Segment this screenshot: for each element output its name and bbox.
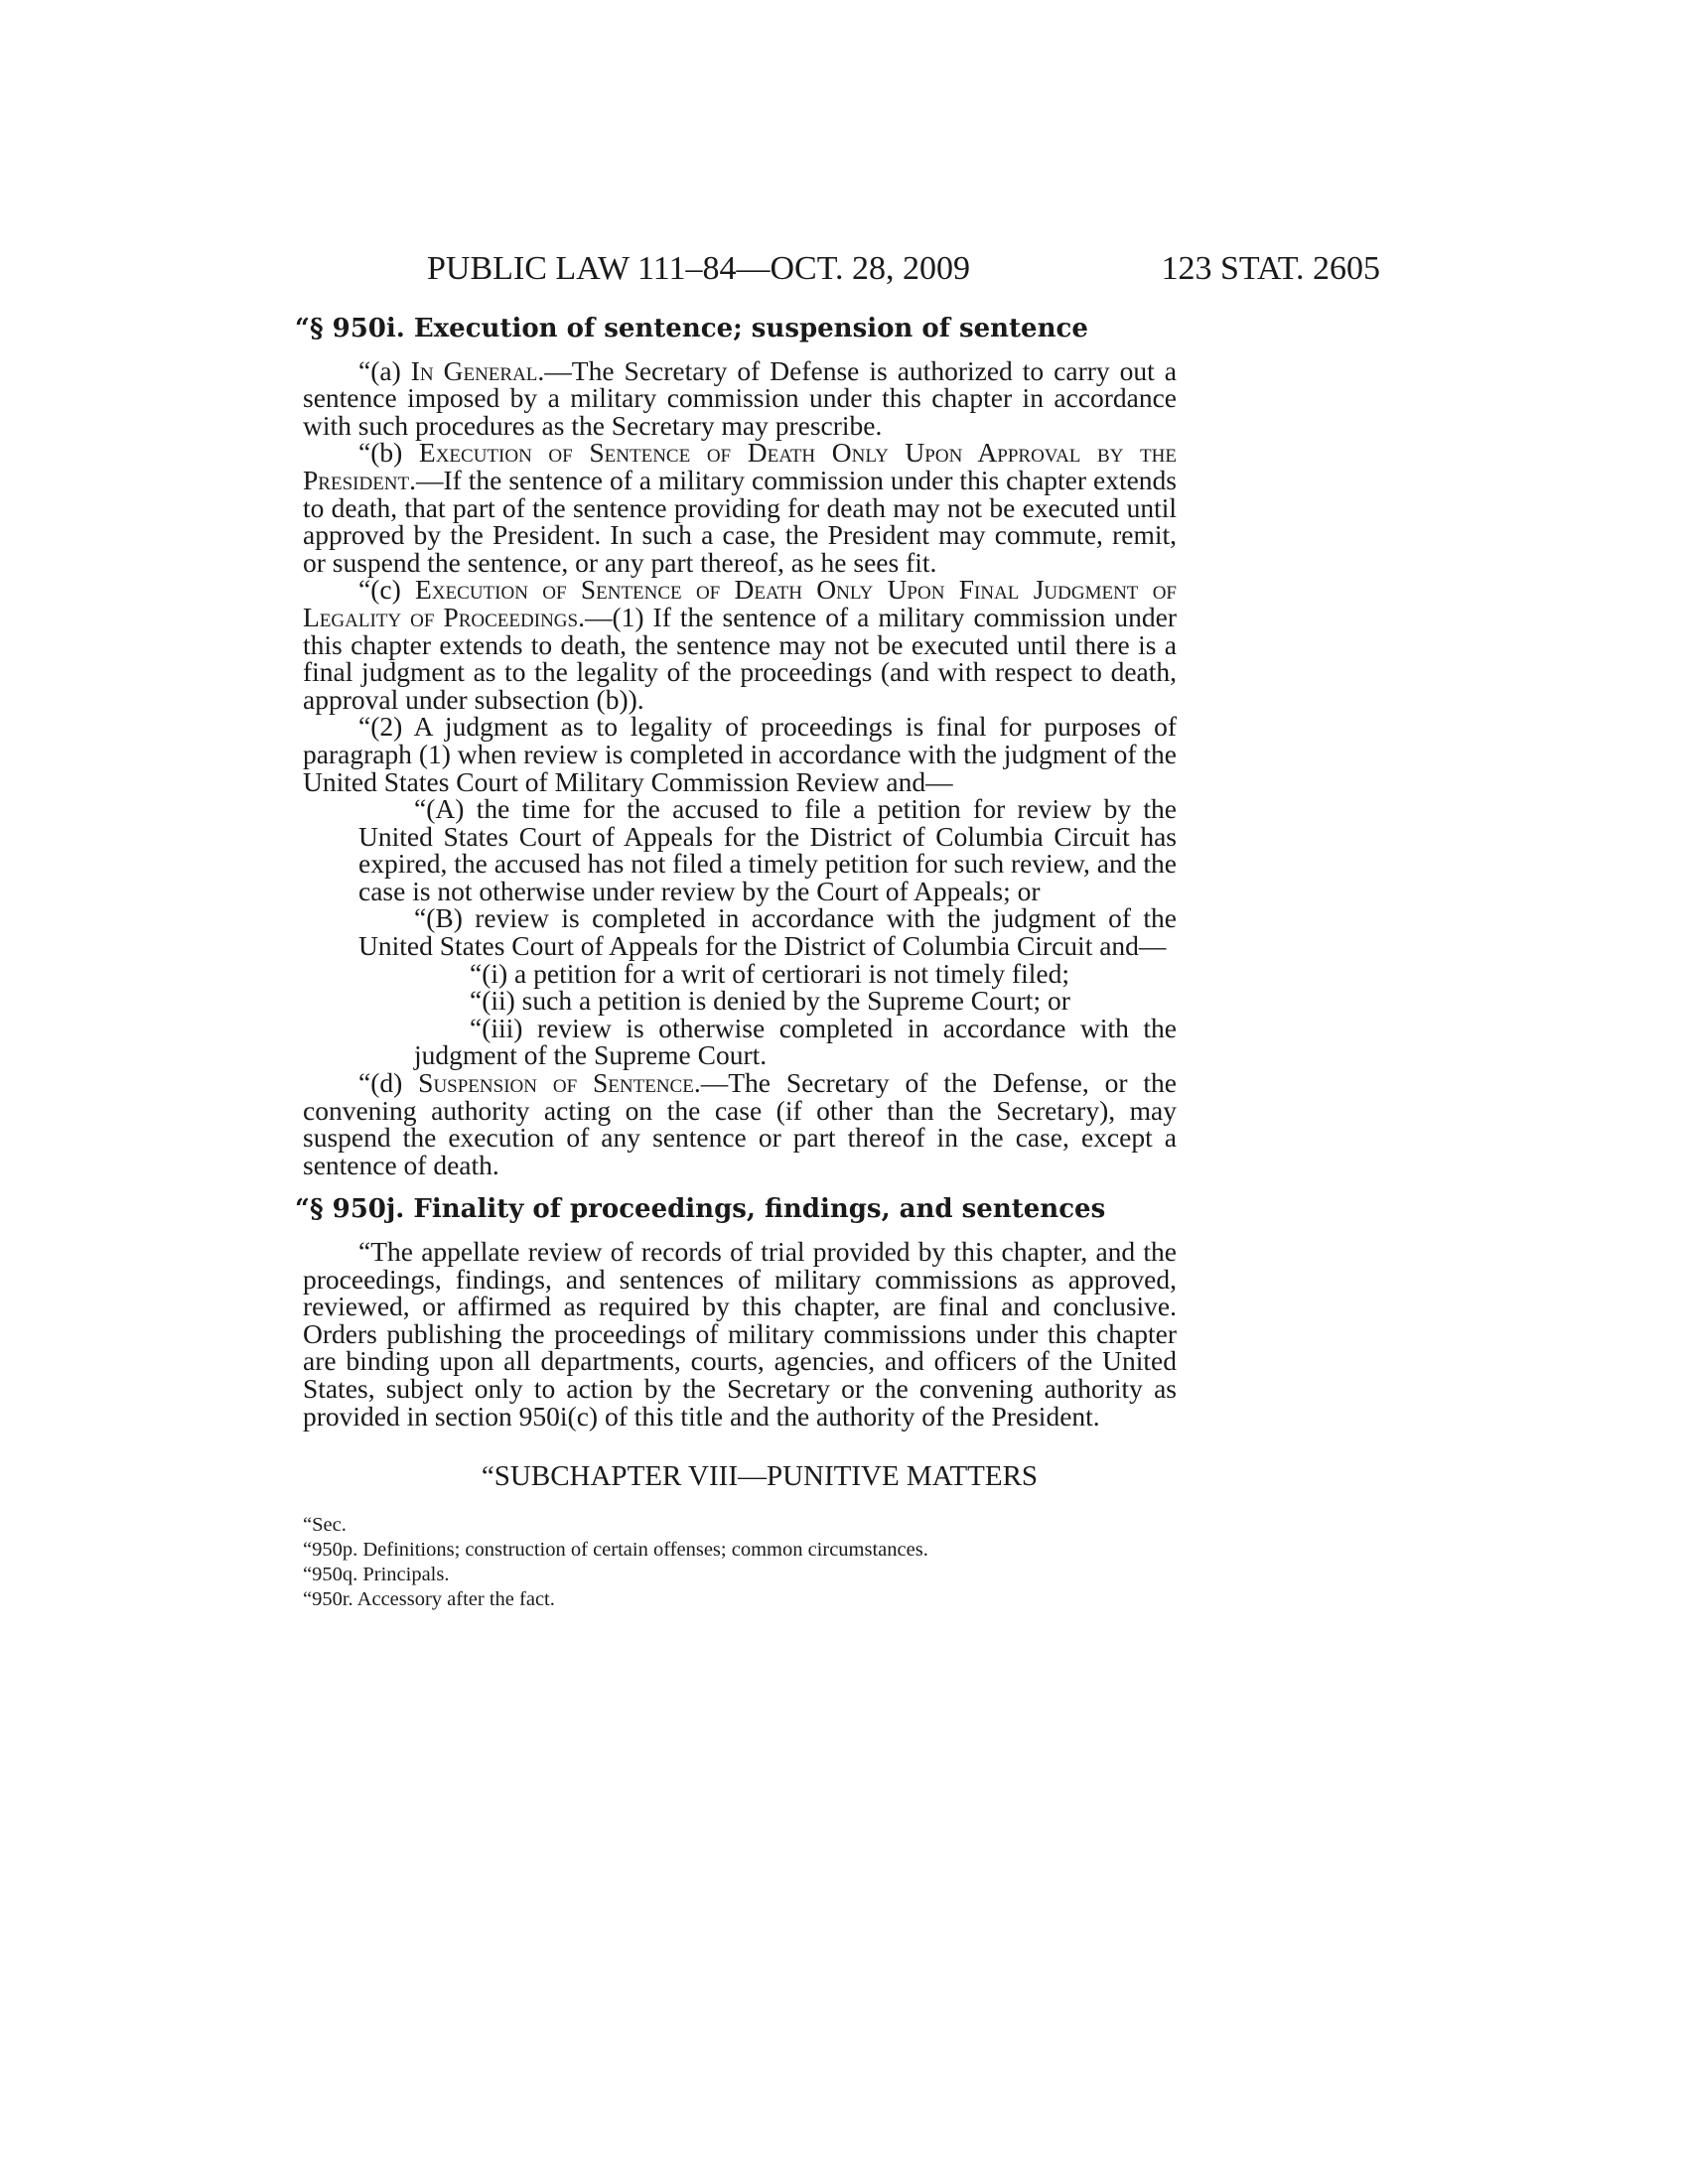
section-950i-heading: “§ 950i. Execution of sentence; suspension of sentence [295,314,1088,343]
running-header [298,250,1380,294]
subsection-b: “(b) Execution of Sentence of Death Only Upon Approval by the President.—If the sentence of a military commission under this chapter extends to death, that part of the sentence providing for death may not be executed until approved by the President. In such a case, the President may commute, remit, or suspend the sentence, or any part thereof, as he sees fit. [303,437,1177,578]
subsection-b-heading: Execution of Sentence of Death Only Upon Approval by the President [303,437,1177,495]
statute-page-number: 123 STAT. 2605 [1161,250,1380,287]
toc-entry: “950r. Accessory after the fact. [303,1587,555,1610]
subchapter-title: “SUBCHAPTER VIII—PUNITIVE MATTERS [481,1460,1039,1493]
subsection-a-heading: In General [410,354,538,386]
paragraph-c-2: “(2) A judgment as to legality of proceedings is final for purposes of paragraph (1) when review is completed in accordance with the judgment of the United States Court of Military Commission Review and— [303,711,1177,797]
subsection-d-heading: Suspension of Sentence [418,1067,694,1099]
subsection-c-heading: Execution of Sentence of Death Only Upon Final Judgment of Legality of Proceedings [303,574,1177,632]
subsection-a: “(a) In General.—The Secretary of Defense is authorized to carry out a sentence imposed by a military commission under this chapter in accordance with such procedures as the Secretary may prescribe. [303,354,1178,441]
public-law-citation: PUBLIC LAW 111–84—OCT. 28, 2009 [427,250,970,287]
toc-entry: “950p. Definitions; construction of certain offenses; common circumstances. [303,1538,928,1561]
clause-ii: “(ii) such a petition is denied by the Supreme Court; or [470,985,1070,1017]
clause-i: “(i) a petition for a writ of certiorari is not timely filed; [470,957,1070,989]
subparagraph-B: “(B) review is completed in accordance with the judgment of the United States Court of Appeals for the District of Columbia Circuit and— [358,902,1177,962]
section-950j-text: “The appellate review of records of trial provided by this chapter, and the proceedings, findings, and sentences of military commissions as approved, reviewed, or affirmed as required by this chapter, are final and conclusive. Orders publishing the proceedings of military commissions under this chapter are binding upon all departments, courts, agencies, and officers of the United States, subject only to action by the Secretary or the convening authority as provided in section 950i(c) of this title and the authority of the President. [303,1236,1177,1432]
toc-entry: “950q. Principals. [303,1563,450,1585]
toc-entry: “Sec. [303,1513,347,1536]
document-body [295,314,1178,1612]
subparagraph-A: “(A) the time for the accused to file a petition for review by the United States Court of Appeals for the District of Columbia Circuit has expired, the accused has not filed a timely petition for such review, and the case is not otherwise under review by the Court of Appeals; or [358,793,1177,906]
clause-iii: “(iii) review is otherwise completed in accordance with the judgment of the Supreme Court. [414,1012,1177,1071]
subchapter-table-of-contents [303,1513,1177,1612]
section-950j-heading: “§ 950j. Finality of proceedings, findings, and sentences [295,1194,1106,1225]
subsection-d: “(d) Suspension of Sentence.—The Secretary of the Defense, or the convening authority acting on the case (if other than the Secretary), may suspend the execution of any sentence or part thereof in the case, except a sentence of death. [303,1067,1178,1180]
subsection-c: “(c) Execution of Sentence of Death Only Upon Final Judgment of Legality of Proceedings.—(1) If the sentence of a military commission under this chapter extends to death, the sentence may not be executed until there is a final judgment as to the legality of the proceedings (and with respect to death, approval under subsection (b)). [303,574,1177,715]
